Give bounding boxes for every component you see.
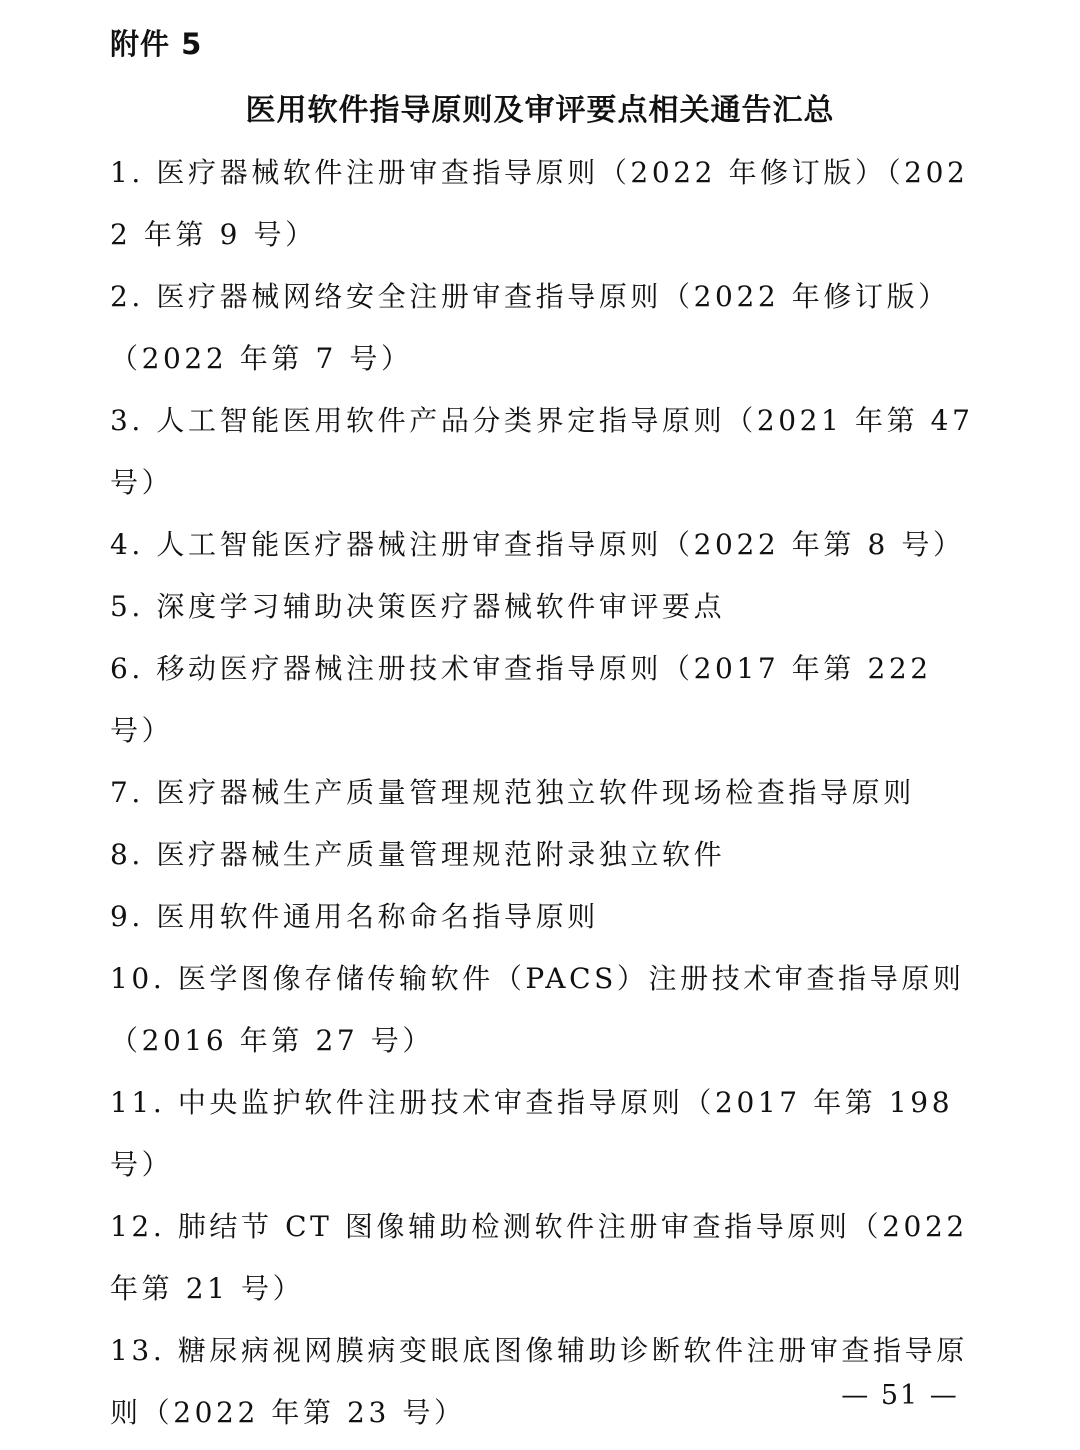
list-item: 4. 人工智能医疗器械注册审查指导原则（2022 年第 8 号） <box>110 528 965 561</box>
page-number: — 51 — <box>841 1380 959 1411</box>
list-item: 11. 中央监护软件注册技术审查指导原则（2017 年第 198 号） <box>110 1086 954 1181</box>
list-item: 10. 医学图像存储传输软件（PACS）注册技术审查指导原则（2016 年第 27 号） <box>110 962 965 1057</box>
list-item: 1. 医疗器械软件注册审查指导原则（2022 年修订版）（2022 年第 9 号） <box>110 156 969 251</box>
document-title: 医用软件指导原则及审评要点相关通告汇总 <box>245 93 835 128</box>
attachment-label: 附件 5 <box>110 27 203 61</box>
list-item: 2. 医疗器械网络安全注册审查指导原则（2022 年修订版）（2022 年第 7 号） <box>110 280 950 375</box>
notice-list <box>110 142 985 1444</box>
list-item: 7. 医疗器械生产质量管理规范独立软件现场检查指导原则 <box>110 776 915 809</box>
list-item: 12. 肺结节 CT 图像辅助检测软件注册审查指导原则（2022 年第 21 号） <box>110 1210 968 1305</box>
list-item: 3. 人工智能医用软件产品分类界定指导原则（2021 年第 47 号） <box>110 404 974 499</box>
list-item: 9. 医用软件通用名称命名指导原则 <box>110 900 599 933</box>
list-item: 8. 医疗器械生产质量管理规范附录独立软件 <box>110 838 726 871</box>
list-item: 6. 移动医疗器械注册技术审查指导原则（2017 年第 222 号） <box>110 652 932 747</box>
list-item: 5. 深度学习辅助决策医疗器械软件审评要点 <box>110 590 726 623</box>
list-item: 13. 糖尿病视网膜病变眼底图像辅助诊断软件注册审查指导原则（2022 年第 23 号） <box>110 1334 968 1429</box>
